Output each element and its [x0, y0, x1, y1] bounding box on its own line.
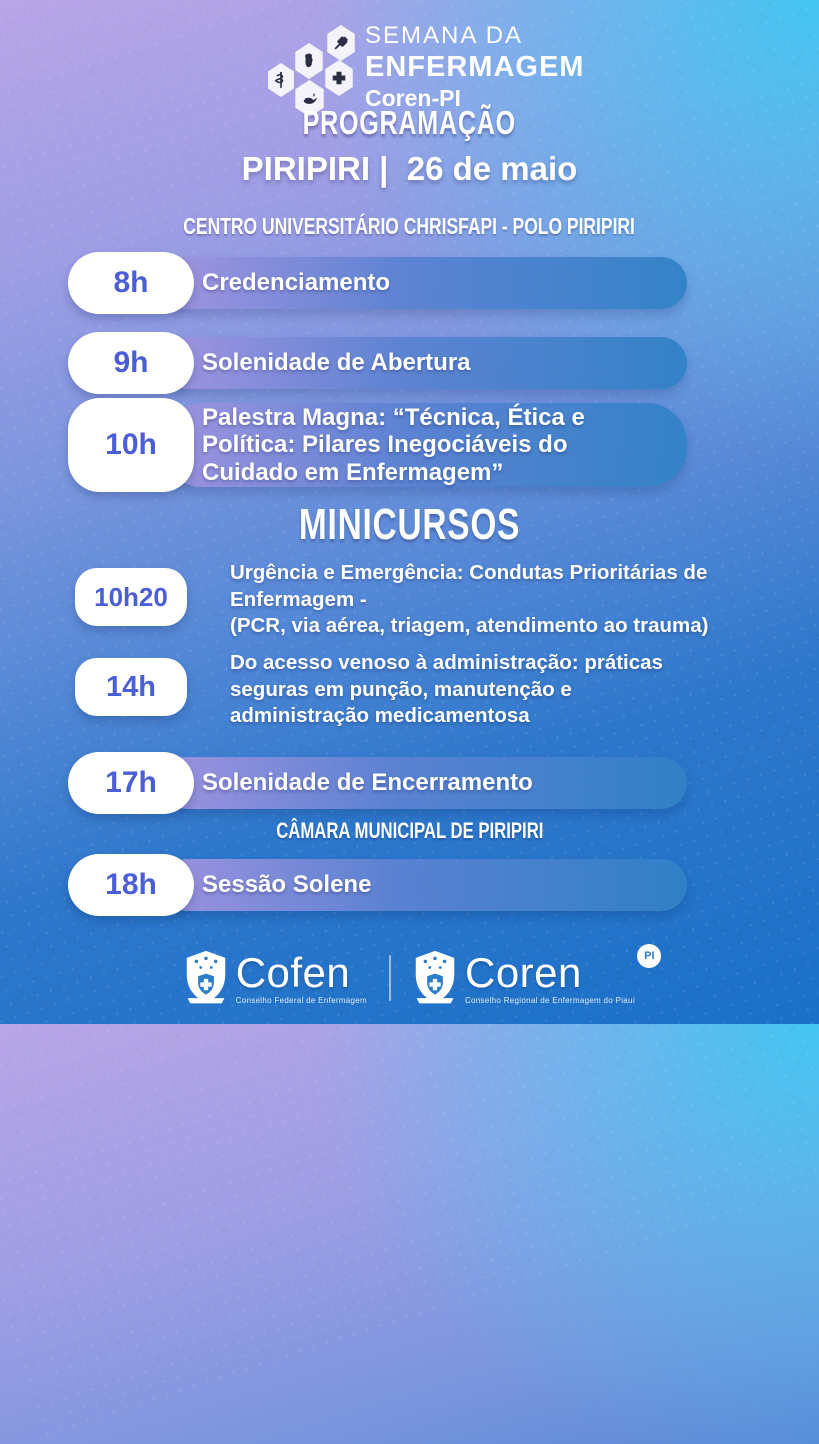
time-pill: 18h [68, 854, 194, 916]
logo-wordmark [365, 24, 584, 110]
venue2-heading: CÂMARA MUNICIPAL DE PIRIPIRI [275, 818, 544, 843]
venue1-heading: CENTRO UNIVERSITÁRIO CHRISFAPI - POLO PIRIPIRI [183, 213, 636, 239]
time-pill: 10h [68, 398, 194, 492]
minicurso-line: Urgência e Emergência: Condutas Prioritárias de [230, 561, 708, 584]
time-pill: 14h [75, 658, 187, 716]
coren-logo [413, 948, 655, 1006]
program-heading: PROGRAMAÇÃO [302, 104, 517, 141]
schedule-row [68, 332, 687, 394]
cofen-name: Cofen [235, 948, 351, 996]
footer-logos [0, 942, 819, 1014]
minicurso-line: administração medicamentosa [230, 704, 530, 728]
cofen-wordmark [235, 948, 367, 1005]
coren-wordmark [464, 948, 655, 1005]
syringe-icon [325, 25, 357, 61]
logo-line2: ENFERMAGEM [365, 51, 585, 83]
cofen-shield-icon [184, 950, 228, 1006]
footer-divider [389, 955, 391, 1001]
medical-cross-icon [323, 60, 355, 96]
minicurso-description [230, 650, 765, 730]
minicurso-row [75, 560, 765, 640]
schedule-row [68, 398, 687, 492]
time-pill: 17h [68, 752, 194, 814]
event-label: Solenidade de Abertura [202, 349, 471, 377]
event-label: Sessão Solene [202, 871, 372, 899]
minicurso-line: seguras em punção, manutenção e [230, 677, 572, 701]
minicurso-description [230, 560, 765, 640]
minicurso-line: (PCR, via aérea, triagem, atendimento ao trauma) [230, 614, 709, 638]
schedule-row [68, 752, 687, 814]
coren-shield-icon [413, 950, 457, 1006]
coren-tagline: Conselho Regional de Enfermagem do Piauí [464, 995, 636, 1005]
schedule-row [68, 252, 687, 314]
time-pill: 10h20 [75, 568, 187, 626]
cofen-tagline: Conselho Federal de Enfermagem [235, 995, 367, 1005]
minicursos-heading: MINICURSOS [298, 500, 521, 549]
asclepius-staff-icon [266, 63, 296, 97]
time-pill: 8h [68, 252, 194, 314]
event-label: Solenidade de Encerramento [202, 769, 533, 797]
coren-pi-badge: PI [637, 944, 661, 968]
minicurso-row [75, 650, 765, 730]
cofen-logo [184, 950, 367, 1006]
event-logo [263, 16, 583, 116]
event-label: Palestra Magna: “Técnica, Ética e Política: Pilares Inegociáveis do Cuidado em Enfermagem” [202, 403, 585, 486]
minicurso-line: Do acesso venoso à administração: práticas [230, 651, 663, 674]
city-date-heading: PIRIPIRI | 26 de maio [241, 150, 578, 187]
coren-name: Coren [464, 948, 582, 996]
logo-line3: Coren-PI [365, 85, 461, 111]
time-pill: 9h [68, 332, 194, 394]
piaui-map-icon [293, 43, 325, 79]
event-label: Credenciamento [202, 269, 391, 297]
schedule-row [68, 854, 687, 916]
logo-line1: SEMANA DA [365, 22, 524, 49]
minicurso-line: Enfermagem - [230, 587, 367, 611]
